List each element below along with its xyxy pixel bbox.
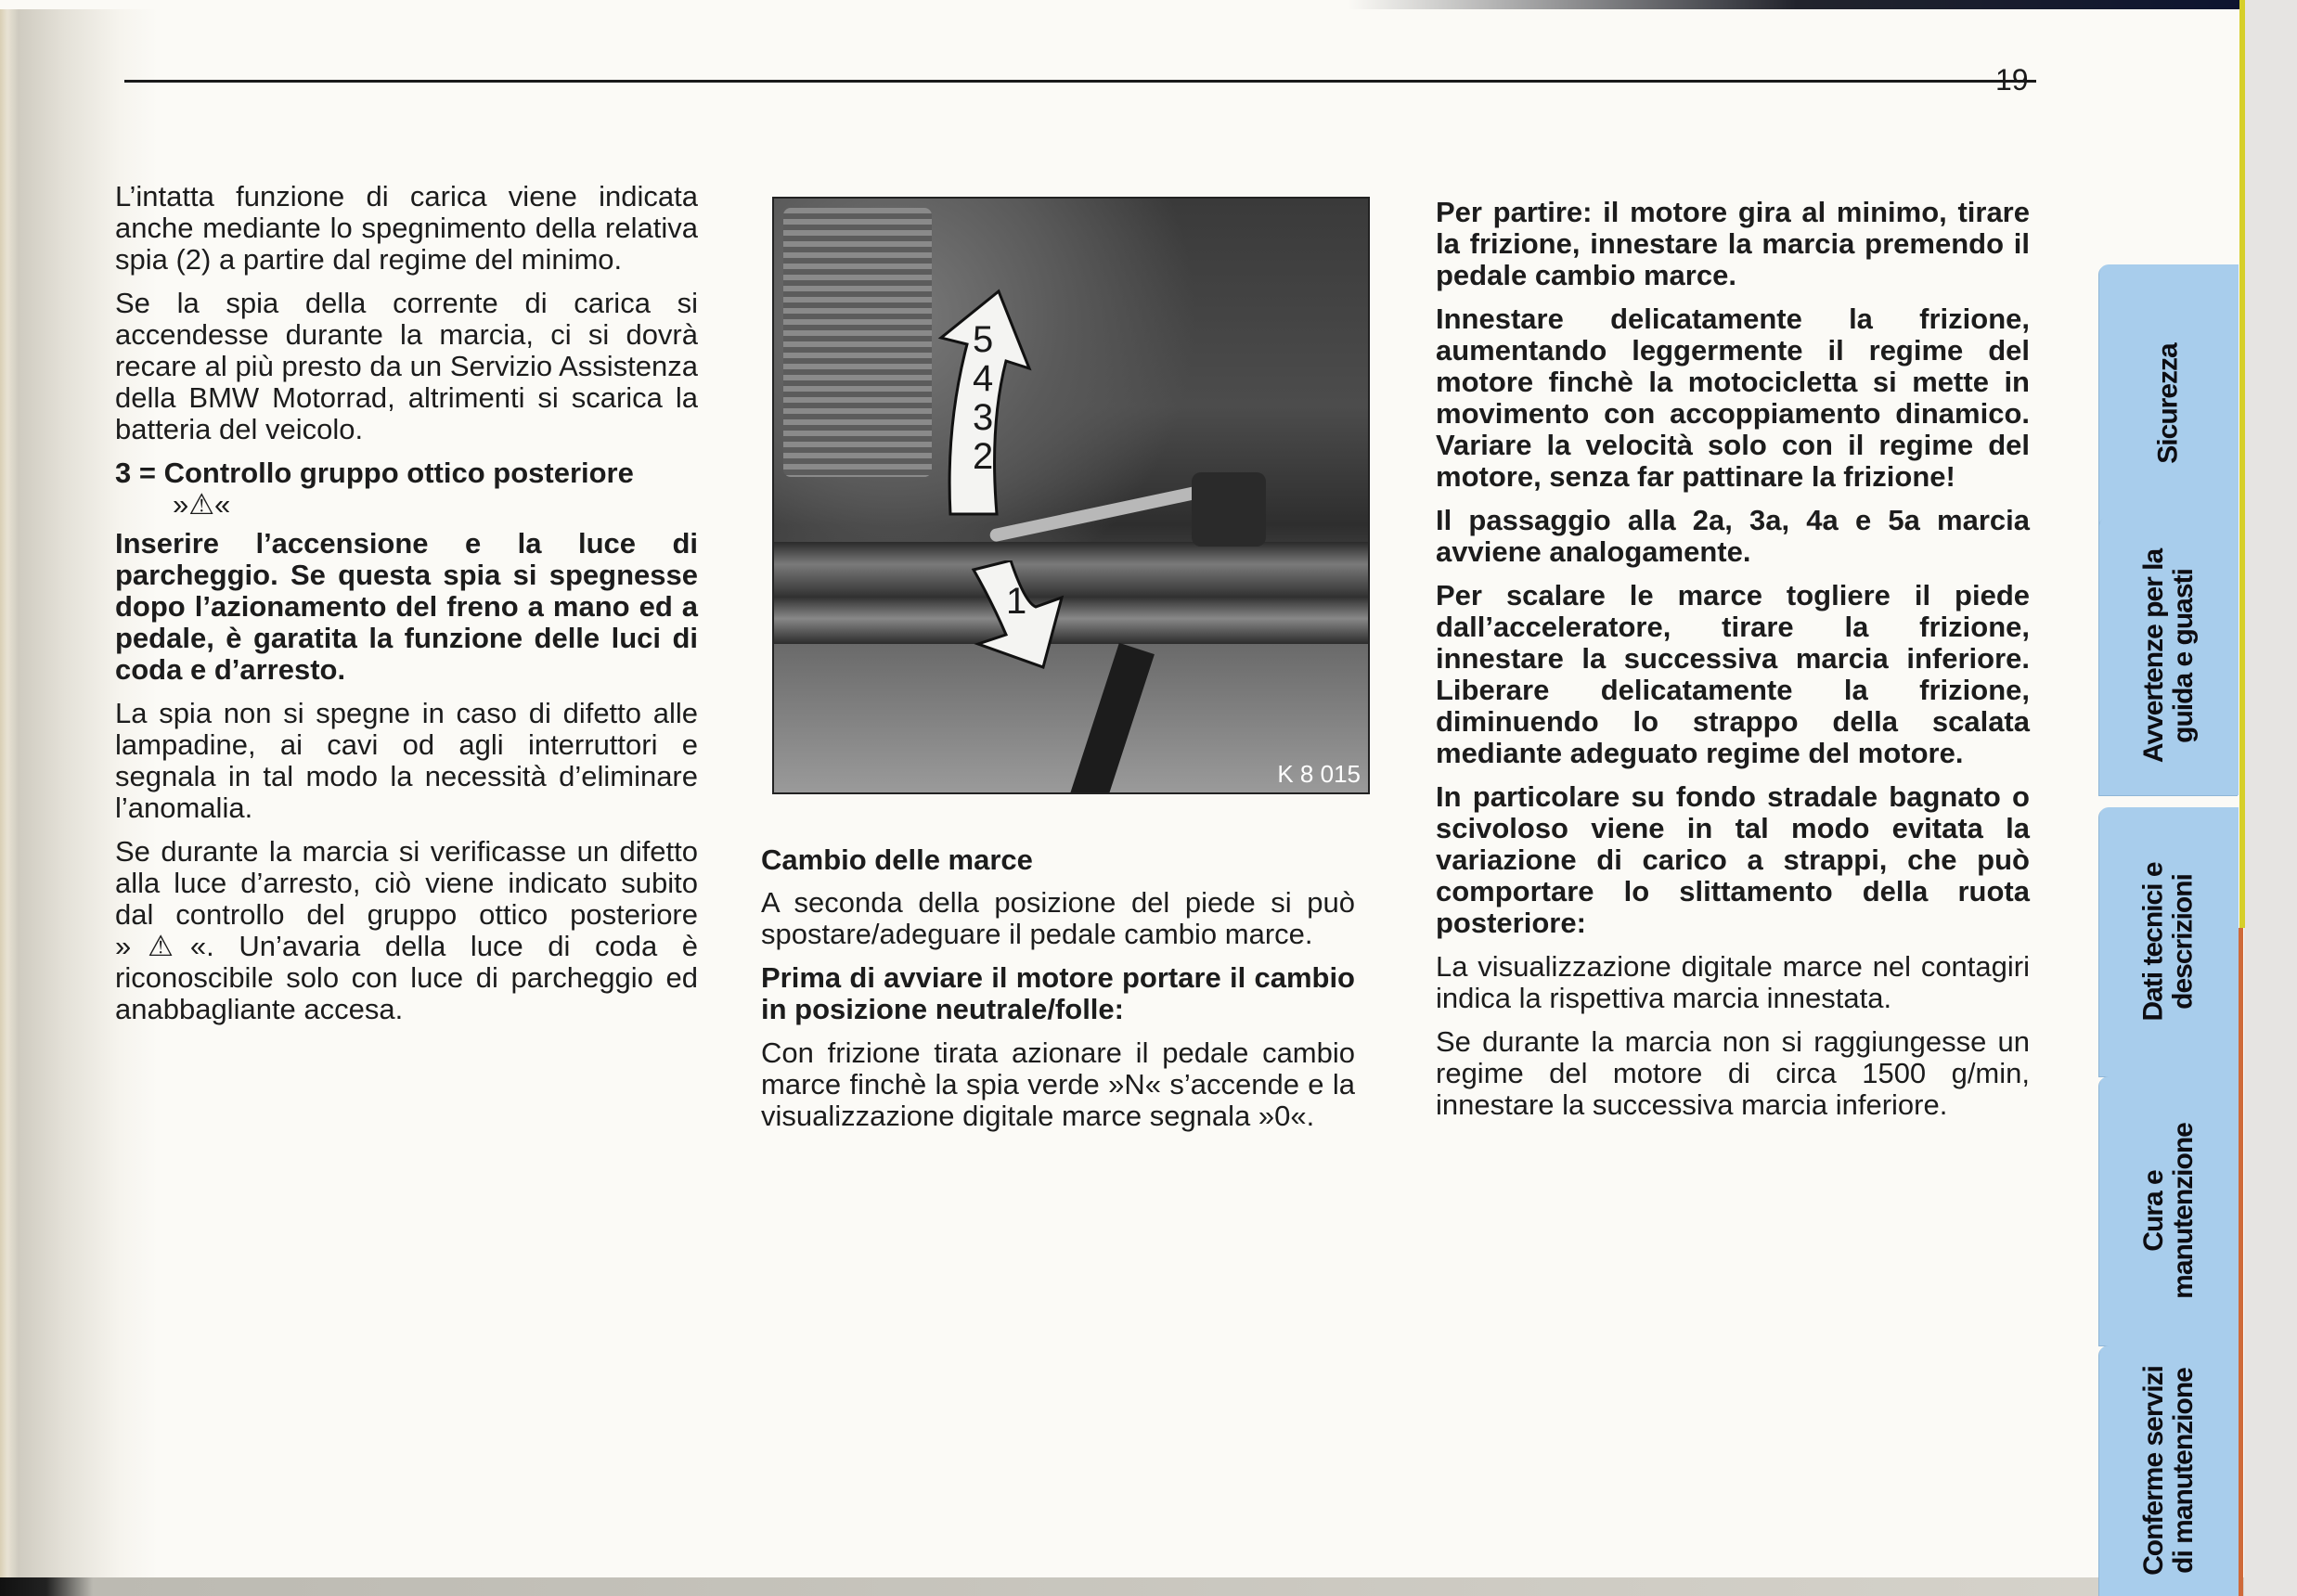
bold-paragraph: Inserire l’accensione e la luce di parcheggio. Se questa spia si spegnesse dopo l’azionamento del freno a mano ed a pedale, è garatita la funzione delle luci di coda e d’arresto. <box>115 527 698 686</box>
bold-paragraph: In particolare su fondo stradale bagnato o scivoloso viene in tal modo evitata la variazione di carico a strappi, che può comportare lo slittamento della ruota posteriore: <box>1436 780 2030 939</box>
top-edge <box>0 0 2246 9</box>
item-3-title: 3 = Controllo gruppo ottico posteriore <box>115 457 634 489</box>
bold-paragraph: Per scalare le marce togliere il piede dall’acceleratore, tirare la frizione, innestare la successiva marcia inferiore. Liberare delicatamente la frizione, diminuendo lo strappo della scalata mediante adeguato regime del motore. <box>1436 579 2030 769</box>
tab-avvertenze[interactable] <box>2099 517 2239 795</box>
gear-label: 2 <box>973 436 994 477</box>
tab-label: Avvertenze per la guida e guasti <box>2138 548 2199 764</box>
section-heading: Cambio delle marce <box>761 843 1033 876</box>
gear-label: 5 <box>973 319 994 360</box>
tab-label: Sicurezza <box>2153 343 2184 464</box>
bold-paragraph: Il passaggio alla 2a, 3a, 4a e 5a marcia avviene analogamente. <box>1436 504 2030 568</box>
gear-label: 3 <box>973 397 994 438</box>
yellow-page-edge <box>2239 0 2245 928</box>
engine-block <box>783 208 932 477</box>
paragraph: Se durante la marcia si verificasse un difetto alla luce d’arresto, ciò viene indicato subito dal controllo del gruppo ottico posteriore »⚠«. Un’avaria della luce di coda è riconoscibile solo con luce di parcheggio ed anabbagliante accesa. <box>115 835 698 1025</box>
tab-label: Cura e manutenzione <box>2138 1123 2199 1299</box>
paragraph: Se la spia della corrente di carica si accendesse durante la marcia, ci si dovrà recare al più presto da un Servizio Assistenza della BMW Motorrad, altrimenti si scarica la batteria del veicolo. <box>115 287 698 445</box>
tab-label: Conferme servizi di manutenzione <box>2138 1366 2200 1576</box>
gear-pedal <box>1192 472 1266 547</box>
side-stand <box>1062 643 1155 794</box>
paragraph: L’intatta funzione di carica viene indicata anche mediante lo spegnimento della relativa spia (2) a partire dal regime del minimo. <box>115 180 698 276</box>
paragraph: Con frizione tirata azionare il pedale cambio marce finchè la spia verde »N« s’accende e la visualizzazione digitale marce segnala »0«. <box>761 1036 1355 1132</box>
warning-triangle-icon: »⚠« <box>173 488 231 521</box>
tab-sicurezza[interactable] <box>2099 264 2239 543</box>
page-number: 19 <box>1995 63 2029 97</box>
column-right <box>1436 197 2030 1133</box>
gear-label: 4 <box>973 358 994 399</box>
gear-label: 1 <box>1006 581 1027 622</box>
paragraph: La spia non si spegne in caso di difetto alle lampadine, ai cavi od agli interruttori e segnala in tal modo la necessità d’eliminare l’anomalia. <box>115 697 698 824</box>
tab-conferme-servizi[interactable] <box>2099 1345 2239 1596</box>
bottom-edge <box>0 1577 2246 1596</box>
header-rule <box>124 80 2036 83</box>
column-middle <box>761 844 1355 1144</box>
exhaust-pipe <box>774 598 1368 644</box>
page-edge-strip <box>2244 0 2297 1596</box>
bold-paragraph: Innestare delicatamente la frizione, aumentando leggermente il regime del motore finchè la motocicletta si mette in movimento con accoppiamento dinamico. Variare la velocità solo con il regime del motore, senza far pattinare la frizione! <box>1436 302 2030 493</box>
column-left <box>115 181 698 1037</box>
bold-paragraph: Prima di avviare il motore portare il cambio in posizione neutrale/folle: <box>761 961 1355 1025</box>
paragraph: La visualizzazione digitale marce nel contagiri indica la rispettiva marcia innestata. <box>1436 950 2030 1014</box>
item-3-heading <box>115 457 698 521</box>
tab-dati-tecnici[interactable] <box>2099 807 2239 1076</box>
tab-cura-manutenzione[interactable] <box>2099 1076 2239 1345</box>
tab-label: Dati tecnici e descrizioni <box>2138 862 2200 1022</box>
exhaust-pipe <box>774 542 1368 598</box>
paragraph: A seconda della posizione del piede si può spostare/adeguare il pedale cambio marce. <box>761 886 1355 950</box>
figure-code: K 8 015 <box>1277 760 1361 788</box>
bold-paragraph: Per partire: il motore gira al minimo, tirare la frizione, innestare la marcia premendo il pedale cambio marce. <box>1436 196 2030 291</box>
paragraph: Se durante la marcia non si raggiungesse un regime del motore di circa 1500 g/min, innestare la successiva marcia inferiore. <box>1436 1025 2030 1121</box>
gear-pedal-photo <box>772 197 1370 794</box>
